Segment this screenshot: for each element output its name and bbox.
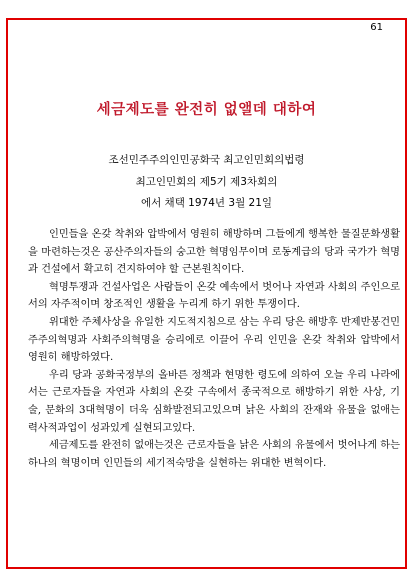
paragraph-4: 우리 당과 공화국정부의 올바른 정책과 현명한 령도에 의하여 오늘 우리 나라에서는 근로자들을 자연과 사회의 온갖 구속에서 종국적으로 해방하기 위한 사상, 기술, 문화의 3대혁명이 더욱 심화발전되고있으며 낡은 사회의 잔재와 유물을 없애는 력사적과업이 성과있게 실현되고있다. bbox=[28, 369, 400, 434]
paragraph-3: 위대한 주체사상을 유일한 지도적지침으로 삼는 우리 당은 해방후 반제반봉건민주주의혁명과 사회주의혁명을 승리에로 이끌어 우리 인민을 온갖 착취와 압박에서 영원히 해방하였다. bbox=[28, 316, 400, 364]
document-body bbox=[28, 226, 400, 472]
paragraph-2: 혁명투쟁과 건설사업은 사람들이 온갖 예속에서 벗어나 자연과 사회의 주인으로서의 자주적이며 창조적인 생활을 누리게 하기 위한 투쟁이다. bbox=[28, 281, 400, 311]
paragraph-1: 인민들을 온갖 착취와 압박에서 영원히 해방하며 그들에게 행복한 물질문화생활을 마련하는것은 공산주의자들의 숭고한 혁명임무이며 로동계급의 당과 국가가 혁명과 건설에서 확고히 견지하여야 할 근본원칙이다. bbox=[28, 229, 400, 276]
page-number: 61 bbox=[370, 22, 383, 33]
document-page bbox=[6, 18, 407, 569]
paragraph-5: 세금제도를 완전히 없애는것은 근로자들을 낡은 사회의 유물에서 벗어나게 하는 하나의 혁명이며 인민들의 세기적숙망을 실현하는 위대한 변혁이다. bbox=[28, 440, 400, 469]
adoption-date: 에서 채택 1974년 3월 21일 bbox=[140, 197, 273, 209]
document-title: 세금제도를 완전히 없앨데 대하여 bbox=[96, 102, 317, 118]
decree-issuer: 조선민주주의인민공화국 최고인민회의법령 bbox=[108, 154, 305, 166]
session-name: 최고인민회의 제5기 제3차회의 bbox=[135, 176, 278, 188]
